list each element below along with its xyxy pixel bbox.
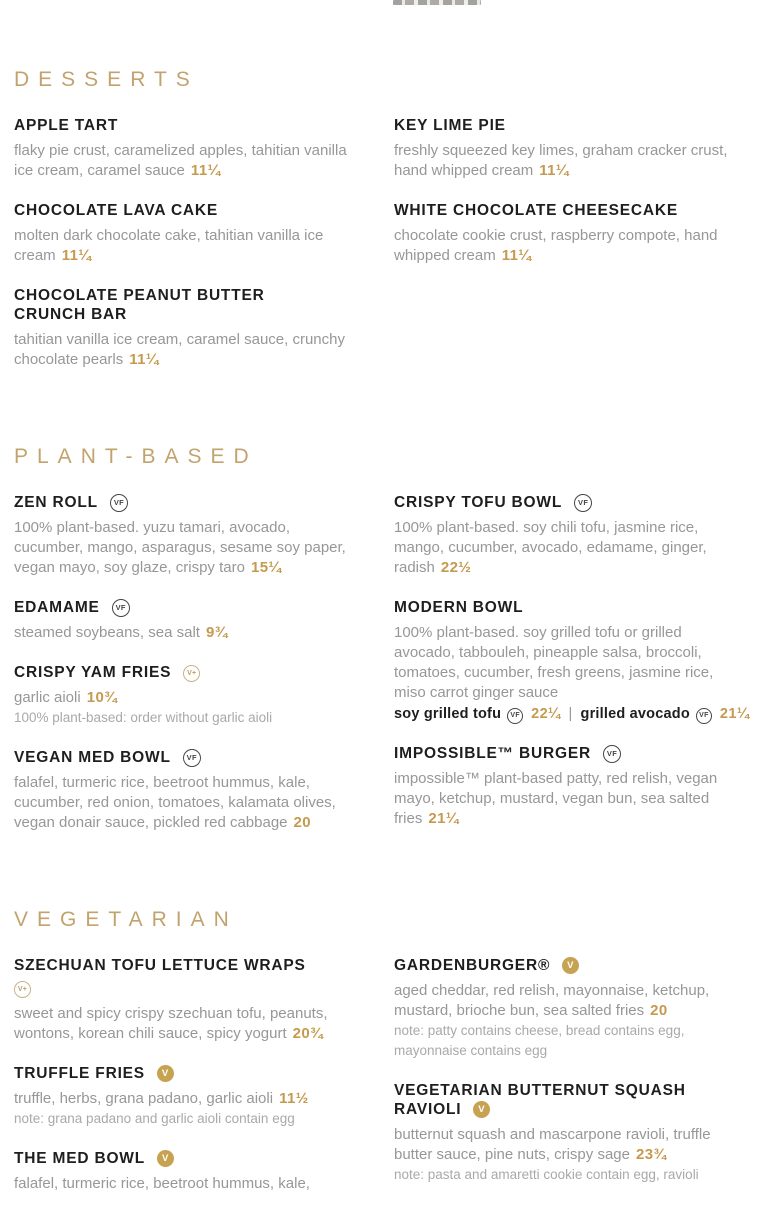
menu-item-description (14, 623, 354, 643)
menu-item-description (394, 981, 734, 1021)
cut-off-text-fragment (393, 0, 481, 5)
menu-item-description (14, 141, 354, 181)
menu-item-name (394, 956, 694, 975)
menu-item-name (14, 286, 314, 324)
menu-item-name (394, 1081, 694, 1119)
menu-item-apple-tart (14, 116, 394, 181)
vf-badge-icon: VF (696, 708, 712, 724)
menu-item-edamame (14, 598, 394, 643)
menu-item-description-text: chocolate cookie crust, raspberry compote, hand whipped cream (394, 227, 718, 264)
column-1 (14, 493, 394, 853)
menu-item-description-text: freshly squeezed key limes, graham cracker crust, hand whipped cream (394, 142, 728, 179)
menu-item-note: note: pasta and amaretti cookie contain egg, ravioli (394, 1167, 699, 1182)
menu-item-description (14, 518, 354, 578)
menu-item-price: 21¼ (428, 810, 459, 827)
vf-badge-icon: VF (507, 708, 523, 724)
menu-item-crispy-yam-fries (14, 663, 394, 728)
menu-item-description-text: aged cheddar, red relish, mayonnaise, ketchup, mustard, brioche bun, sea salted fries (394, 982, 710, 1019)
menu-item-name (394, 598, 694, 617)
menu-item-name-text: CRISPY YAM FRIES (14, 664, 172, 681)
menu-item-truffle-fries (14, 1064, 394, 1129)
menu-item-description-text: falafel, turmeric rice, beetroot hummus, kale, (14, 1175, 310, 1192)
menu-item-name (14, 116, 314, 135)
menu-item-description (394, 623, 734, 703)
menu-item-price: 20¾ (292, 1025, 324, 1042)
badge-row (14, 981, 394, 998)
menu-item-description (394, 226, 734, 266)
menu-item-zen-roll (14, 493, 394, 578)
vf-badge-icon: VF (110, 494, 128, 512)
menu-item-description-text: molten dark chocolate cake, tahitian vanilla ice cream (14, 227, 324, 264)
menu-item-the-med-bowl (14, 1149, 394, 1194)
menu-item-name (394, 201, 694, 220)
menu-item-description (394, 769, 734, 829)
menu-item-name-text: SZECHUAN TOFU LETTUCE WRAPS (14, 957, 306, 974)
column-2 (394, 493, 770, 853)
menu-item-name-text: VEGETARIAN BUTTERNUT SQUASH RAVIOLI (394, 1082, 686, 1118)
menu-item-name (14, 956, 314, 975)
menu-item-variants (394, 704, 770, 724)
menu-item-name (394, 116, 694, 135)
menu-item-price: 11¼ (129, 351, 159, 368)
menu-item-description (14, 773, 354, 833)
v-badge-icon: V (562, 957, 579, 974)
menu-item-description-text: 100% plant-based. yuzu tamari, avocado, cucumber, mango, asparagus, sesame soy paper, vegan mayo, soy glaze, crispy taro (14, 519, 346, 576)
section-columns (14, 116, 770, 390)
menu-item-description-text: tahitian vanilla ice cream, caramel sauce, crunchy chocolate pearls (14, 331, 345, 368)
menu-item-name-text: CRISPY TOFU BOWL (394, 494, 563, 511)
section-title: VEGETARIAN (14, 908, 238, 931)
v-plus-badge-icon: V+ (183, 665, 200, 682)
menu-item-price: 11¼ (61, 247, 92, 264)
menu-item-note: 100% plant-based: order without garlic aioli (14, 710, 273, 725)
vf-badge-icon: VF (183, 749, 201, 767)
menu-item-price: 11½ (279, 1090, 309, 1107)
vf-badge-icon: VF (112, 599, 130, 617)
menu-item-description (394, 1125, 734, 1165)
menu-item-description-text: 100% plant-based. soy chili tofu, jasmine rice, mango, cucumber, avocado, edamame, ginger, radish (394, 519, 707, 576)
menu-item-note: note: grana padano and garlic aioli contain egg (14, 1111, 295, 1126)
menu-item-description-text: impossible™ plant-based patty, red relish, vegan mayo, ketchup, mustard, vegan bun, sea salted fries (394, 770, 718, 827)
menu-item-name (14, 1064, 314, 1083)
menu-item-description (14, 688, 354, 708)
variant-price: 21¼ (719, 706, 750, 722)
column-1 (14, 116, 394, 390)
column-1 (14, 956, 394, 1214)
menu-item-price: 9¾ (205, 624, 228, 641)
menu-item-name-text: VEGAN MED BOWL (14, 749, 171, 766)
menu-item-price: 22½ (440, 559, 472, 576)
variant-price: 22¼ (531, 706, 561, 722)
menu-item-name (394, 493, 694, 512)
menu-item-name-text: EDAMAME (14, 599, 100, 616)
menu-item-impossible-burger (394, 744, 770, 829)
menu-item-price: 11¼ (190, 162, 221, 179)
menu-item-name (14, 201, 314, 220)
menu-item-name-text: CHOCOLATE LAVA CAKE (14, 202, 219, 219)
menu-item-name (14, 663, 314, 682)
menu-item-description (394, 518, 734, 578)
menu-item-price: 11¼ (501, 247, 532, 264)
v-plus-badge-icon: V+ (14, 981, 31, 998)
v-badge-icon: V (157, 1065, 174, 1082)
menu-item-name (14, 748, 314, 767)
menu-item-description-text: butternut squash and mascarpone ravioli, truffle butter sauce, pine nuts, crispy sage (394, 1126, 711, 1163)
menu-item-name-text: ZEN ROLL (14, 494, 98, 511)
section-plant-based (14, 445, 770, 853)
menu-item-description-text: 100% plant-based. soy grilled tofu or grilled avocado, tabbouleh, pineapple salsa, broccoli, tomatoes, cucumber, fresh greens, jasmine rice, miso carrot ginger sauce (394, 624, 714, 701)
menu-item-name-text: GARDENBURGER® (394, 957, 551, 974)
column-2 (394, 956, 770, 1214)
menu-item-chocolate-peanut-butter-crunch-bar (14, 286, 394, 370)
menu-item-description-text: flaky pie crust, caramelized apples, tahitian vanilla ice cream, caramel sauce (14, 142, 347, 179)
menu-item-name (14, 493, 314, 512)
menu-item-name-text: IMPOSSIBLE™ BURGER (394, 745, 591, 762)
menu-item-name (394, 744, 694, 763)
menu-item-name-text: APPLE TART (14, 117, 119, 134)
menu-item-name (14, 1149, 314, 1168)
menu-item-vegetarian-butternut-squash-ravioli (394, 1081, 770, 1185)
variant-separator: | (568, 706, 573, 722)
menu-item-modern-bowl (394, 598, 770, 724)
menu-item-price: 15¼ (250, 559, 282, 576)
menu-item-price: 11¼ (539, 162, 569, 179)
menu-item-description (14, 1089, 354, 1109)
section-desserts (14, 68, 770, 390)
menu-item-price: 23¾ (635, 1146, 667, 1163)
menu-item-vegan-med-bowl (14, 748, 394, 833)
menu-item-gardenburger (394, 956, 770, 1061)
menu-item-price: 20 (293, 814, 312, 831)
menu-item-name (14, 598, 314, 617)
v-badge-icon: V (473, 1101, 490, 1118)
menu-item-description-text: garlic aioli (14, 689, 81, 706)
menu-item-price: 20 (650, 1002, 668, 1019)
menu-item-description (14, 1004, 354, 1044)
menu-item-crispy-tofu-bowl (394, 493, 770, 578)
menu-item-description (14, 226, 354, 266)
section-columns (14, 956, 770, 1214)
menu-item-description-text: falafel, turmeric rice, beetroot hummus, kale, cucumber, red onion, tomatoes, kalamata olives, vegan donair sauce, pickled red cabbage (14, 774, 336, 831)
section-title: PLANT-BASED (14, 445, 258, 468)
menu-item-description (14, 1174, 354, 1194)
variant-label: soy grilled tofu (394, 706, 502, 722)
menu-item-note: note: patty contains cheese, bread contains egg, mayonnaise contains egg (394, 1023, 685, 1058)
menu-item-description (14, 330, 354, 370)
v-badge-icon: V (157, 1150, 174, 1167)
vf-badge-icon: VF (603, 745, 621, 763)
menu-item-name-text: MODERN BOWL (394, 599, 524, 616)
section-columns (14, 493, 770, 853)
section-vegetarian (14, 908, 770, 1214)
menu-item-white-chocolate-cheesecake (394, 201, 770, 266)
menu-item-name-text: CHOCOLATE PEANUT BUTTER CRUNCH BAR (14, 287, 265, 323)
menu-item-name-text: WHITE CHOCOLATE CHEESECAKE (394, 202, 679, 219)
menu-item-szechuan-tofu-lettuce-wraps (14, 956, 394, 1044)
menu-item-name-text: THE MED BOWL (14, 1150, 146, 1167)
menu-item-description-text: truffle, herbs, grana padano, garlic aioli (14, 1090, 274, 1107)
menu-item-key-lime-pie (394, 116, 770, 181)
variant-label: grilled avocado (580, 706, 690, 722)
menu-item-chocolate-lava-cake (14, 201, 394, 266)
vf-badge-icon: VF (574, 494, 592, 512)
column-2 (394, 116, 770, 390)
menu-item-description-text: sweet and spicy crispy szechuan tofu, peanuts, wontons, korean chili sauce, spicy yogurt (14, 1005, 328, 1042)
menu-item-description (394, 141, 734, 181)
menu-item-description-text: steamed soybeans, sea salt (14, 624, 200, 641)
menu-item-name-text: TRUFFLE FRIES (14, 1065, 145, 1082)
menu-item-price: 10¾ (86, 689, 118, 706)
menu-item-name-text: KEY LIME PIE (394, 117, 506, 134)
section-title: DESSERTS (14, 68, 199, 91)
